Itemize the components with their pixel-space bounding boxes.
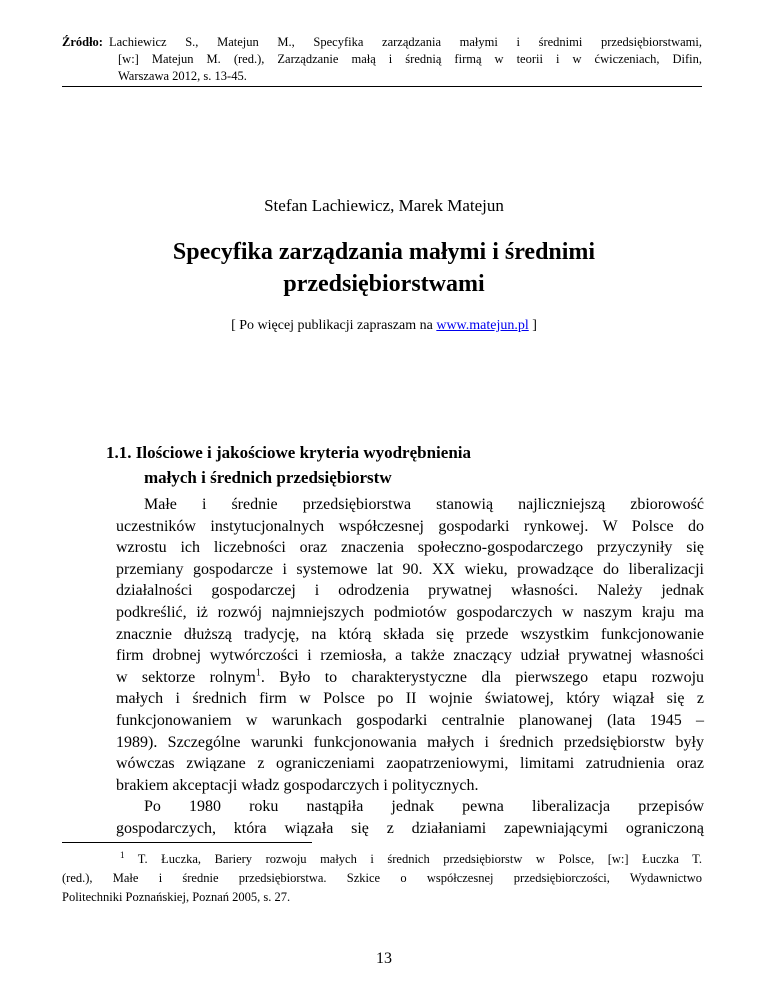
section-heading [106,440,666,490]
body-text-segment: . Było to charakterystyczne dla pierwszego etapu rozwoju [260,668,705,686]
authors: Stefan Lachiewicz, Marek Matejun [264,196,504,215]
footnote [62,850,702,907]
body-line: brakiem akceptacji władz gospodarczych i politycznych. [116,776,479,794]
body-line: działalności gospodarczej i odrodzenia prywatnej własności. Należy jednak [116,582,704,600]
body-line: uczestników instytucjonalnych współczesnej gospodarki rynkowej. W Polsce do [116,517,704,535]
body-line: firm drobnej wytwórczości i rzemiosła, a także znaczący udział prywatnej własności [116,647,704,665]
body-line: 1989). Szczególne warunki funkcjonowania małych i średnich przedsiębiorstw były [116,733,704,751]
title-line-1: Specyfika zarządzania małymi i średnimi [172,239,596,265]
body-line: przemiany gospodarcze i systemowe lat 90. XX wieku, prowadzące do liberalizacji [116,560,704,578]
website-link[interactable]: www.matejun.pl [436,318,529,333]
promo-text-before: [ Po więcej publikacji zapraszam na [231,318,437,333]
body-text [116,494,704,840]
footnote-mark: 1 [120,849,125,860]
document-title [0,236,768,300]
section-number: 1.1. [106,443,132,462]
source-label: Źródło: [62,35,103,49]
footnote-divider [62,842,312,843]
footnote-text-1: T. Łuczka, Bariery rozwoju małych i średnich przedsiębiorstw w Polsce, [w:] Łuczka T. [137,852,702,866]
body-line: podkreślić, iż rozwój najmniejszych podmiotów gospodarczych w naszym kraju ma [116,603,704,621]
source-line-2: [w:] Matejun M. (red.), Zarządzanie małą i średnią firmą w teorii i w ćwiczeniach, Difin, [118,52,702,66]
source-text-1: Lachiewicz S., Matejun M., Specyfika zarządzania małymi i średnimi przedsiębiorstwami, [108,35,702,49]
page-number: 13 [376,950,392,967]
body-line: wzrostu ich liczebności oraz znaczenia społeczno-gospodarczego przyczyniły się [116,539,704,557]
section-heading-line-1 [106,440,666,465]
body-line: funkcjonowaniem w warunkach gospodarki centralnie planowanej (lata 1945 – [116,711,704,729]
body-line: gospodarczych, która wiązała się z działaniami zapewniającymi ograniczoną [116,819,704,837]
promo-text-after: ] [528,318,537,333]
title-line-2: przedsiębiorstwami [283,271,485,297]
source-line-1 [62,34,702,51]
body-line: wówczas związane z ograniczeniami zaopatrzeniowymi, limitami zatrudnienia oraz [116,755,704,773]
body-line: Po 1980 roku nastąpiła jednak pewna liberalizacja przepisów [144,798,704,816]
source-citation [62,34,702,85]
body-line-footnote-ref [116,667,704,689]
promo-note [0,318,768,334]
footnote-line-1 [62,850,702,869]
header-divider [62,86,702,87]
body-line: znacznie dłuższą tradycję, na którą składa się przede wszystkim funkcjonowanie [116,625,704,643]
section-heading-line-2: małych i średnich przedsiębiorstw [144,468,392,487]
source-line-3: Warszawa 2012, s. 13-45. [118,69,247,83]
footnote-reference[interactable]: 1 [255,667,261,679]
body-text-segment: w sektorze rolnym [116,668,256,686]
section-title-1: Ilościowe i jakościowe kryteria wyodrębnienia [135,443,471,462]
body-line: Małe i średnie przedsiębiorstwa stanowią najliczniejszą zbiorowość [144,496,704,513]
footnote-line-2: (red.), Małe i średnie przedsiębiorstwa. Szkice o współczesnej przedsiębiorczości, Wydawnictwo [62,871,702,885]
body-line: małych i średnich firm w Polsce po II wojnie światowej, który wiązał się z [116,690,704,708]
footnote-line-3: Politechniki Poznańskiej, Poznań 2005, s. 27. [62,890,291,904]
